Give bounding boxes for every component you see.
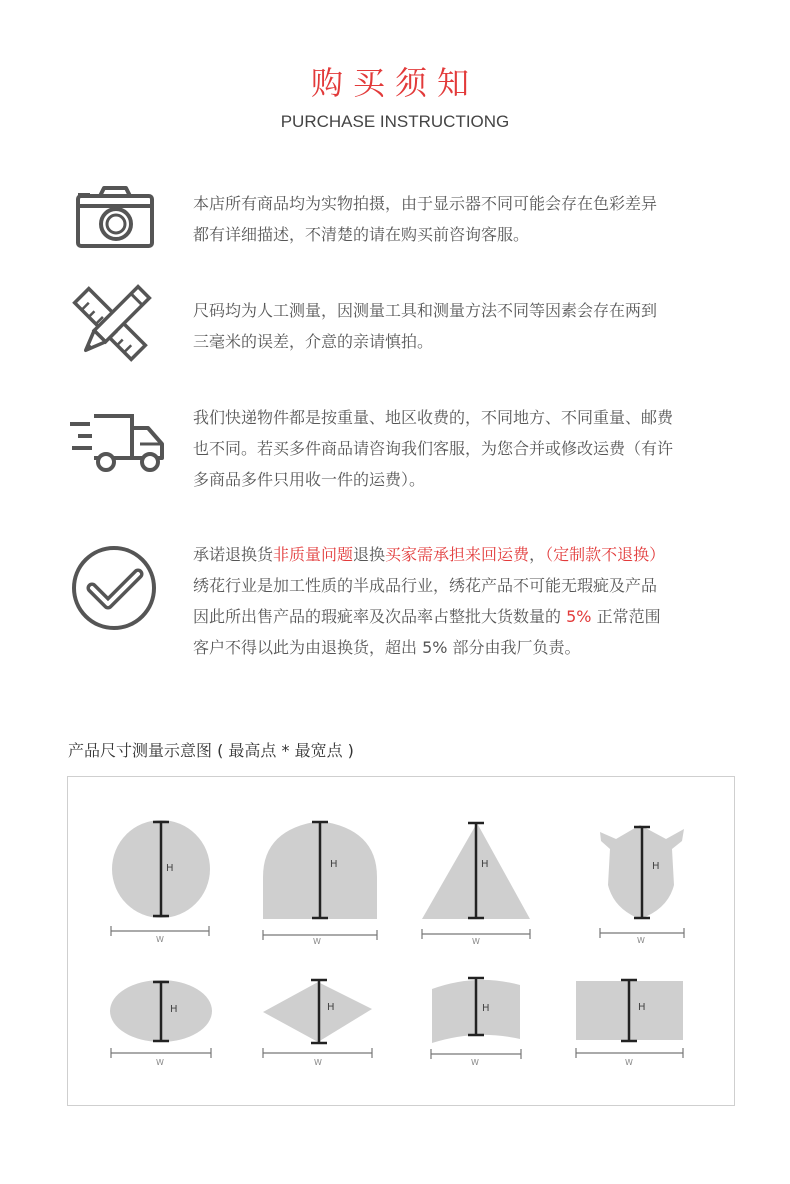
highlight-text: 非质量问题 [273, 545, 354, 564]
shape-rectangle [576, 980, 683, 1067]
notice-line: 绣花行业是加工性质的半成品行业，绣花产品不可能无瑕疵及产品 [193, 576, 658, 595]
shape-circle [111, 820, 210, 944]
notice-line: 多商品多件只用收一件的运费）。 [193, 470, 426, 489]
diagram-title: 产品尺寸测量示意图 ( 最高点 * 最宽点 ) [68, 741, 354, 760]
delivery-truck-icon [70, 408, 170, 478]
shape-ellipse [110, 980, 212, 1067]
size-diagram [68, 777, 734, 1105]
notice-text [193, 295, 753, 357]
width-label: W [625, 1058, 633, 1067]
height-label: H [481, 859, 489, 870]
size-diagram-frame [67, 776, 735, 1106]
width-label: W [637, 936, 645, 945]
notice-line: 尺码均为人工测量，因测量工具和测量方法不同等因素会存在两到 [193, 301, 658, 320]
width-label: W [156, 1058, 164, 1067]
notice-line: 三毫米的误差，介意的亲请慎拍。 [193, 332, 434, 351]
notice-line: 客户不得以此为由退换货，超出 5% 部分由我厂负责。 [193, 638, 581, 657]
shape-shield [600, 825, 684, 945]
notice-segment: 承诺退换货 [193, 545, 274, 564]
width-label: W [156, 935, 164, 944]
height-label: H [327, 1002, 335, 1013]
highlight-text: 5% [566, 607, 592, 626]
page-title: 购买须知 [310, 64, 479, 102]
notice-line [193, 539, 753, 570]
shape-diamond [263, 980, 372, 1067]
width-label: W [314, 1058, 322, 1067]
notice-segment: 因此所出售产品的瑕疵率及次品率占整批大货数量的 [193, 607, 567, 626]
page-subtitle: PURCHASE INSTRUCTIONG [280, 112, 510, 131]
ruler-pencil-icon [70, 284, 160, 364]
width-label: W [472, 937, 480, 946]
notice-segment: 正常范围 [591, 607, 661, 626]
notice-text [193, 188, 753, 250]
height-label: H [330, 859, 338, 870]
shape-arch [263, 821, 377, 946]
height-label: H [482, 1003, 490, 1014]
camera-icon [70, 184, 160, 254]
notice-line: 本店所有商品均为实物拍摄，由于显示器不同可能会存在色彩差异 [193, 194, 658, 213]
notice-line [193, 601, 753, 632]
shape-triangle [422, 823, 530, 946]
shape-curved-banner [431, 978, 521, 1067]
highlight-text: 买家需承担来回运费 [385, 545, 530, 564]
height-label: H [166, 863, 174, 874]
height-label: H [170, 1004, 178, 1015]
notice-line: 我们快递物件都是按重量、地区收费的，不同地方、不同重量、邮费 [193, 408, 674, 427]
notice-line: 也不同。若买多件商品请咨询我们客服，为您合并或修改运费（有许 [193, 439, 674, 458]
width-label: W [313, 937, 321, 946]
highlight-text: （定制款不退换） [545, 545, 666, 564]
notice-text [193, 402, 753, 495]
width-label: W [471, 1058, 479, 1067]
notice-text [193, 539, 753, 663]
check-circle-icon [70, 544, 160, 634]
height-label: H [638, 1002, 646, 1013]
notice-segment: 退换 [353, 545, 386, 564]
height-label: H [652, 861, 660, 872]
notice-line: 都有详细描述，不清楚的请在购买前咨询客服。 [193, 225, 530, 244]
notice-segment: ， [529, 545, 546, 564]
